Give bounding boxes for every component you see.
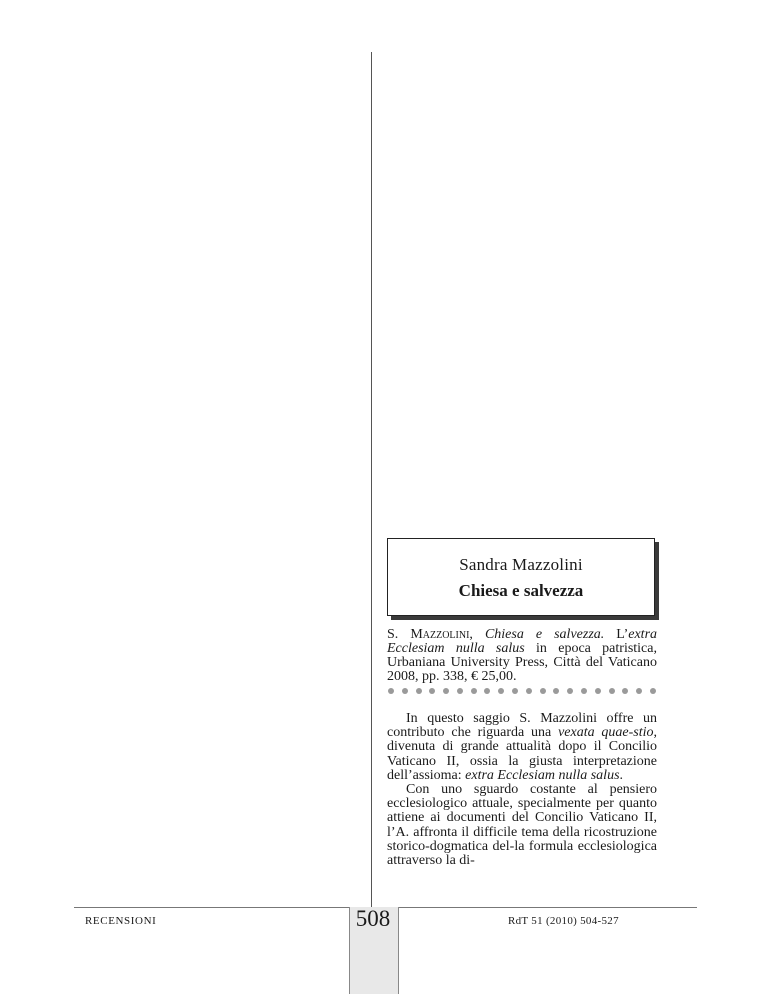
citation-author-surname: azzolini (422, 627, 470, 642)
review-book-title: Chiesa e salvezza (458, 581, 584, 600)
separator-dot (650, 688, 656, 694)
separator-dot (512, 688, 518, 694)
separator-dot (609, 688, 615, 694)
paragraph-2: Con uno sguardo costante al pensiero ecclesiologico attuale, specialmente per quanto attiene ai documenti del Concilio Vaticano II, l’A. affronta il difficile tema della ricostruzione storico-dogmatica del-la formula ecclesiologica attraverso la di- (387, 782, 657, 869)
separator-dot (540, 688, 546, 694)
separator-dot (553, 688, 559, 694)
page-number: 508 (355, 906, 391, 931)
citation-details: in epoca patristica, Urbaniana University Press, Città del Vaticano 2008, pp. 338, € 25,00. (387, 641, 657, 684)
column-rule (371, 52, 372, 920)
separator-dot (443, 688, 449, 694)
separator-dot (429, 688, 435, 694)
separator-dot (622, 688, 628, 694)
separator-dot (457, 688, 463, 694)
separator-dot (402, 688, 408, 694)
review-body (387, 712, 657, 868)
paragraph-1: In questo saggio S. Mazzolini offre un contributo che riguarda una vexata quae-stio, divenuta di grande attualità dopo il Concilio Vaticano II, ossia la giusta interpretazione dell’assioma: extra Ecclesiam nulla salus. (387, 711, 658, 783)
separator-dot (636, 688, 642, 694)
separator-dot (526, 688, 532, 694)
separator-dot (484, 688, 490, 694)
bibliographic-citation: S. Mazzolini, Chiesa e salvezza. L’extra Ecclesiam nulla salus in epoca patristica, Urbaniana University Press, Città del Vaticano 2008, pp. 338, € 25,00. (387, 627, 658, 684)
separator-dot (388, 688, 394, 694)
separator-dot (567, 688, 573, 694)
separator-dot (581, 688, 587, 694)
separator-dot (416, 688, 422, 694)
footer-section-label: RECENSIONI (85, 915, 157, 927)
citation-author-initial: S. M (387, 627, 423, 642)
citation-subtitle: extra Ecclesiam nulla salus (387, 627, 658, 656)
citation-title: Chiesa e salvezza. (484, 627, 605, 642)
separator-dot (471, 688, 477, 694)
dotted-separator (388, 687, 656, 695)
review-author: Sandra Mazzolini (459, 555, 583, 574)
separator-dot (498, 688, 504, 694)
footer-journal-reference: RdT 51 (2010) 504-527 (508, 915, 619, 927)
review-title-box (387, 538, 655, 616)
separator-dot (595, 688, 601, 694)
